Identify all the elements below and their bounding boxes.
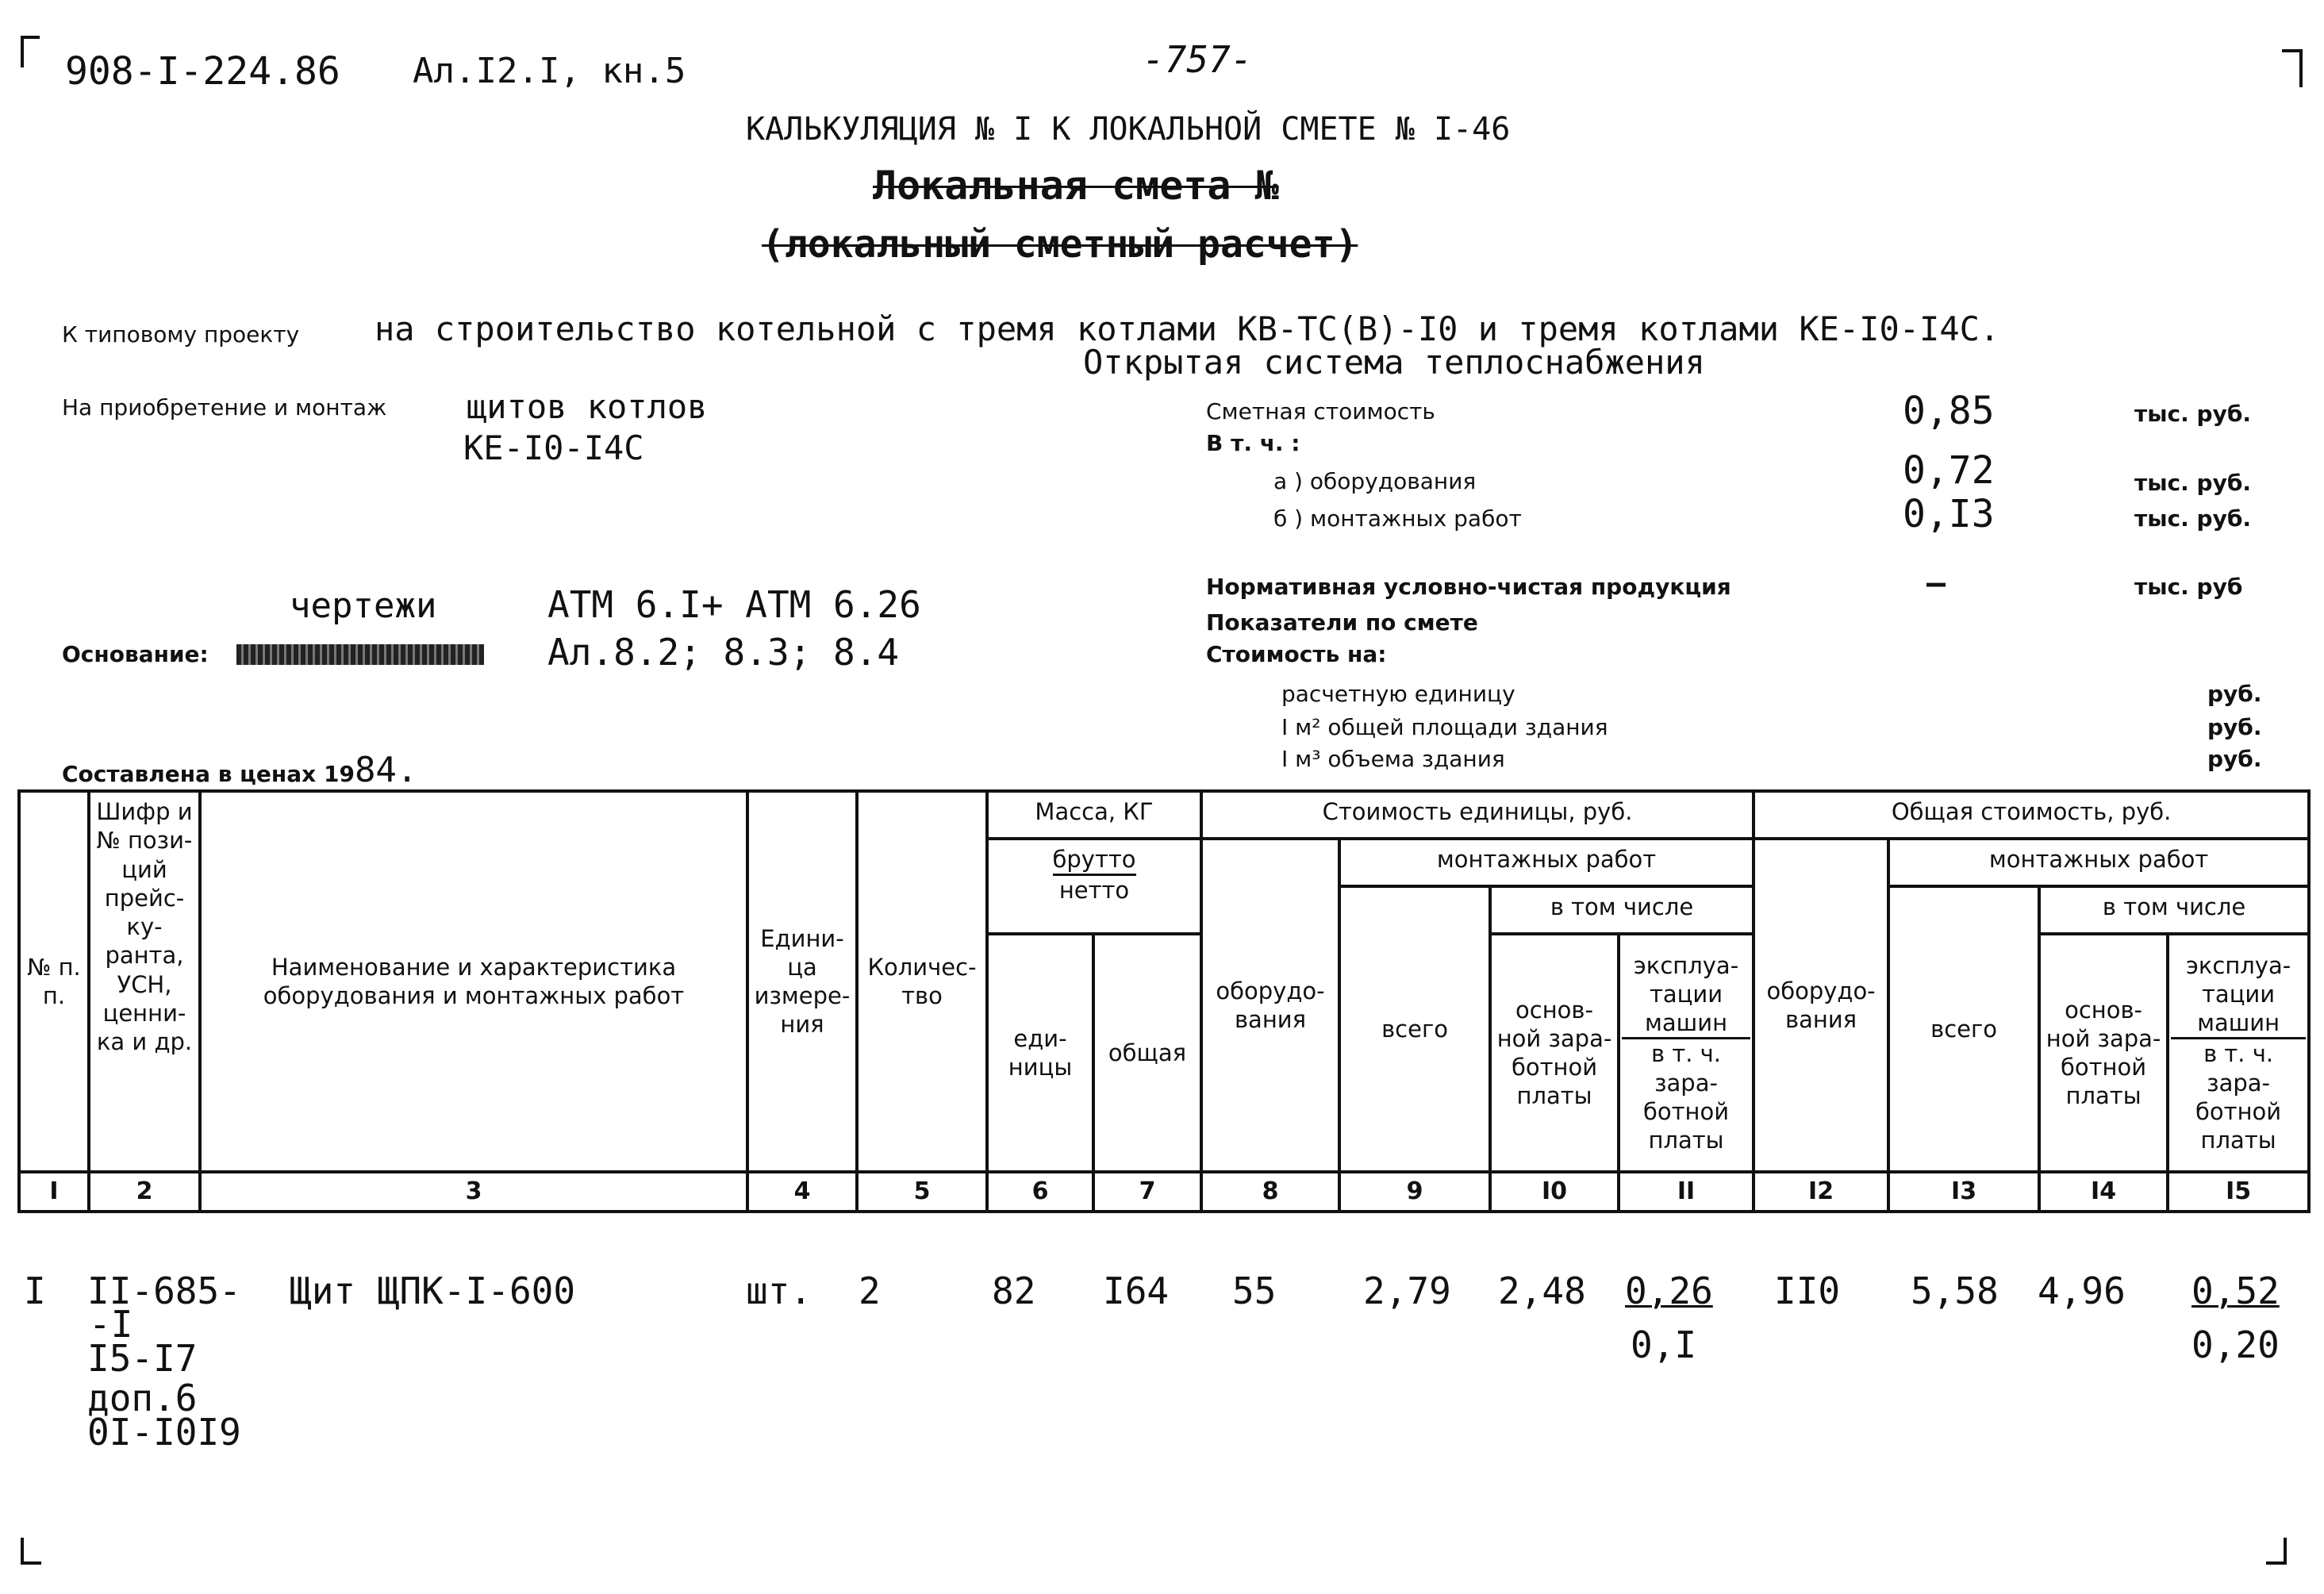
- header-unit-equipment: оборудо- вания: [1201, 839, 1339, 1172]
- column-number: 3: [200, 1172, 747, 1212]
- header-unit-cost: Стоимость единицы, руб.: [1201, 791, 1754, 839]
- estimate-cost-unit: тыс. руб.: [2134, 401, 2252, 427]
- header-unit-wage: основ- ной зара- ботной платы: [1490, 934, 1619, 1172]
- item-num: I: [24, 1269, 46, 1312]
- item-code-line: -I: [89, 1303, 133, 1346]
- struck-title-line2: (локальный сметный расчет): [762, 222, 1358, 267]
- column-number: 7: [1093, 1172, 1201, 1212]
- prices-label-text: Составлена в ценах 19: [62, 761, 355, 787]
- corner-mark-bottom-left: [21, 1538, 41, 1565]
- corner-mark-top-left: [21, 36, 40, 67]
- item-code-line: I5-I7: [87, 1337, 198, 1380]
- item-mass-total: I64: [1103, 1269, 1170, 1312]
- page-number: -757-: [1143, 38, 1253, 81]
- prices-year: 84.: [354, 750, 418, 790]
- column-number: 8: [1201, 1172, 1339, 1212]
- project-subtext: Открытая система теплоснабжения: [1083, 343, 1705, 382]
- header-code: Шифр и № пози- ций прейс- ку- ранта, УСН, ценни- ка и др.: [89, 791, 200, 1172]
- prices-label: [62, 750, 417, 790]
- header-mass-total: общая: [1093, 934, 1201, 1172]
- header-total-machines-wage: в т. ч. зара- ботной платы: [2195, 1040, 2282, 1154]
- equipment-cost-value: 0,72: [1903, 448, 1995, 493]
- header-unit: Едини- ца измере- ния: [747, 791, 857, 1172]
- normative-production-label: Нормативная условно-чистая продукция: [1206, 574, 1731, 600]
- item-unit: шт.: [746, 1269, 812, 1312]
- basis-drawings-word: чертежи: [290, 586, 437, 626]
- column-number: I3: [1888, 1172, 2039, 1212]
- per-unit-rub: руб.: [2207, 681, 2262, 707]
- item-code-line: 0I-I0I9: [87, 1411, 241, 1454]
- header-unit-machines: [1619, 934, 1754, 1172]
- install-cost-value: 0,I3: [1903, 492, 1995, 536]
- header-unit-machines-wage: в т. ч. зара- ботной платы: [1643, 1040, 1730, 1154]
- estimate-cost-label: Сметная стоимость: [1206, 398, 1435, 424]
- equipment-cost-unit: тыс. руб.: [2134, 470, 2252, 496]
- item-unit-machines-wage: 0,I: [1631, 1323, 1697, 1366]
- purpose-label: На приобретение и монтаж: [62, 394, 387, 421]
- header-total-install: монтажных работ: [1888, 839, 2309, 886]
- basis-drawings-value: АТМ 6.I+ АТМ 6.26: [547, 583, 921, 626]
- corner-mark-top-right: [2282, 49, 2303, 87]
- basis-albums-value: Ал.8.2; 8.3; 8.4: [547, 631, 900, 674]
- header-num: № п. п.: [19, 791, 89, 1172]
- item-total-machines-wage: 0,20: [2191, 1323, 2280, 1366]
- basis-label: Основание:: [62, 641, 209, 667]
- project-label: К типовому проекту: [62, 321, 300, 348]
- column-number: 4: [747, 1172, 857, 1212]
- header-unit-incl: в том числе: [1490, 886, 1754, 934]
- item-total-equipment: II0: [1774, 1269, 1841, 1312]
- per-volume-rub: руб.: [2207, 746, 2262, 772]
- item-unit-install-total: 2,79: [1363, 1269, 1451, 1312]
- indicators-label: Показатели по смете: [1206, 609, 1478, 636]
- column-number: I0: [1490, 1172, 1619, 1212]
- install-cost-label: б ) монтажных работ: [1273, 505, 1522, 532]
- column-number: I5: [2168, 1172, 2309, 1212]
- normative-production-unit: тыс. руб: [2134, 574, 2243, 600]
- item-total-machines: 0,52: [2191, 1269, 2280, 1312]
- item-total-install: 5,58: [1911, 1269, 1999, 1312]
- header-mass-unit: еди- ницы: [987, 934, 1093, 1172]
- column-number: I2: [1754, 1172, 1888, 1212]
- header-name: Наименование и характеристика оборудования и монтажных работ: [200, 791, 747, 1172]
- install-cost-unit: тыс. руб.: [2134, 505, 2252, 532]
- header-total-incl: в том числе: [2039, 886, 2309, 934]
- item-unit-wage: 2,48: [1498, 1269, 1586, 1312]
- column-number: I: [19, 1172, 89, 1212]
- page-title: КАЛЬКУЛЯЦИЯ № I К ЛОКАЛЬНОЙ СМЕТЕ № I-46: [746, 111, 1511, 148]
- basis-struck-text: [236, 644, 484, 665]
- item-unit-equipment: 55: [1232, 1269, 1277, 1312]
- header-total-all: всего: [1888, 886, 2039, 1172]
- including-label: В т. ч. :: [1206, 430, 1300, 456]
- column-number: 5: [857, 1172, 987, 1212]
- item-mass-unit: 82: [992, 1269, 1036, 1312]
- header-total-equipment: оборудо- вания: [1754, 839, 1888, 1172]
- per-volume-label: I м³ объема здания: [1281, 746, 1505, 772]
- purpose-line2: КЕ-I0-I4С: [463, 428, 644, 467]
- column-number: I4: [2039, 1172, 2168, 1212]
- project-text: на строительство котельной с тремя котлами КВ-ТС(В)-I0 и тремя котлами КЕ-I0-I4С.: [375, 309, 2000, 348]
- per-area-rub: руб.: [2207, 714, 2262, 740]
- item-code-line: II-685-: [87, 1269, 241, 1312]
- cost-on-label: Стоимость на:: [1206, 641, 1387, 667]
- struck-title-line1: Локальная смета №: [873, 163, 1279, 209]
- purpose-line1: щитов котлов: [467, 387, 708, 426]
- per-unit-label: расчетную единицу: [1281, 681, 1515, 707]
- item-unit-machines: 0,26: [1625, 1269, 1713, 1312]
- header-unit-all: всего: [1339, 886, 1490, 1172]
- item-qty: 2: [859, 1269, 881, 1312]
- header-brutto: брутто: [1053, 845, 1136, 876]
- header-brutto-netto: [987, 839, 1201, 934]
- column-numbers-row: [19, 1172, 2309, 1212]
- header-unit-install: монтажных работ: [1339, 839, 1754, 886]
- header-total-cost: Общая стоимость, руб.: [1754, 791, 2309, 839]
- header-unit-machines-label: эксплуа- тации машин: [1622, 951, 1750, 1040]
- estimate-table: [17, 789, 2311, 1213]
- item-name: Щит ЩПК-I-600: [290, 1269, 576, 1312]
- header-total-machines: [2168, 934, 2309, 1172]
- header-mass: Масса, КГ: [987, 791, 1201, 839]
- header-netto: нетто: [1058, 877, 1130, 905]
- column-number: 6: [987, 1172, 1093, 1212]
- album-ref: Ал.I2.I, кн.5: [413, 51, 686, 91]
- corner-mark-bottom-right: [2266, 1538, 2287, 1565]
- header-qty: Количес- тво: [857, 791, 987, 1172]
- normative-production-value: —: [1926, 565, 1946, 601]
- header-total-machines-label: эксплуа- тации машин: [2171, 951, 2306, 1040]
- item-total-wage: 4,96: [2038, 1269, 2126, 1312]
- column-number: II: [1619, 1172, 1754, 1212]
- column-number: 9: [1339, 1172, 1490, 1212]
- estimate-cost-value: 0,85: [1903, 389, 1995, 433]
- header-total-wage: основ- ной зара- ботной платы: [2039, 934, 2168, 1172]
- item-code-line: доп.6: [87, 1377, 198, 1419]
- per-area-label: I м² общей площади здания: [1281, 714, 1608, 740]
- column-number: 2: [89, 1172, 200, 1212]
- equipment-cost-label: а ) оборудования: [1273, 468, 1477, 494]
- doc-code: 908-I-224.86: [65, 49, 340, 94]
